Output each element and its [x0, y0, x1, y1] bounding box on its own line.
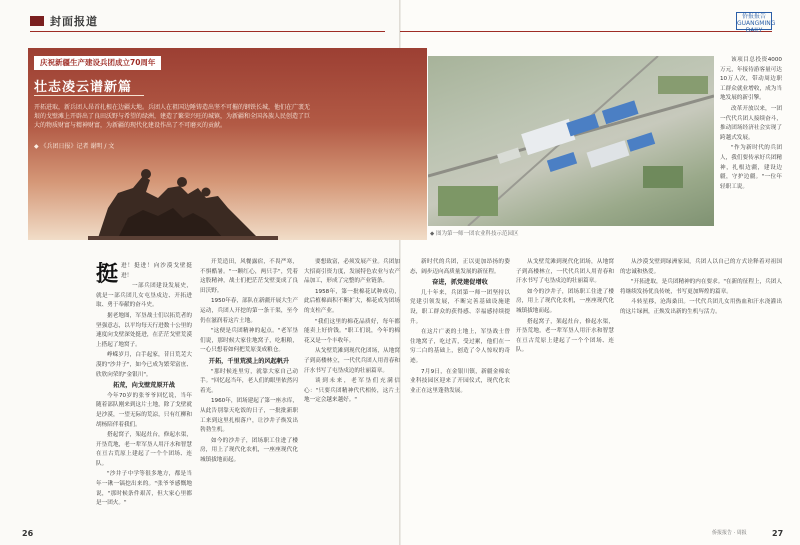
paragraph: "沙井子中学等很多地方，都是当年一锹一镐挖出来的。"张爷爷感慨地说，"那时候条件艰苦，但大家心里都是一团火。" — [96, 471, 192, 507]
article-column-1 — [96, 262, 192, 518]
paragraph: "我们这里的棉花品质好，每年都能卖上好价钱。"职工们说，今年的棉花又是一个丰收年。 — [304, 318, 400, 344]
page-number-right: 27 — [772, 529, 784, 538]
anniversary-tag: 庆祝新疆生产建设兵团成立70周年 — [34, 56, 161, 70]
paragraph: 从戈壁荒滩到现代化团场，从地窝子到高楼林立，一代代兵团人用青春和汗水书写了屯垦戍边的壮丽篇章。 — [304, 348, 400, 374]
paragraph: 开荒造田，风餐露宿，不畏严寒，不惧酷暑。"一颗红心，两只手"，凭着这股精神，战士们把茫茫戈壁变成了良田沃野。 — [200, 259, 298, 294]
article-column-4b — [516, 258, 614, 518]
hero-banner — [28, 48, 427, 240]
paragraph: 1960年，团场建起了第一座水库，从此告别靠天吃饭的日子，一批批新职工来到这里扎根落户，让沙井子焕发出勃勃生机。 — [200, 398, 298, 434]
article-byline: ◆ 《兵团日报》记者 谢明 / 文 — [34, 143, 115, 150]
bronze-sculpture-image — [88, 158, 288, 240]
footer-publication: 侨报报告 · 周报 — [712, 530, 747, 536]
paragraph: 要想致富，必须发展产业。兵团加大招商引资力度，发展特色农业与农产品加工，形成了完整的产业链条。 — [304, 259, 400, 285]
section-marker — [30, 16, 44, 26]
paragraph: 新时代的兵团，正以更加昂扬的姿态，阔步迈向高质量发展的新征程。 — [410, 259, 510, 275]
paragraph: 1958年，第一批棉花试种成功，此后植棉面积不断扩大，棉花成为团场的支柱产业。 — [304, 288, 400, 314]
paragraph: "开拓进取，是兵团精神的内在要求。"在新的征程上，兵团人将继续发扬优良传统，书写更加辉煌的篇章。 — [620, 279, 782, 295]
paragraph: "这便是兵团精神的起点。"老军垦们说，那时候大家住地窝子，吃粗粮，一心只想着如何把荒原变成粮仓。 — [200, 328, 298, 354]
paragraph: 搭起窝子，架起灶台，修起水渠，开垦荒地，老一辈军垦人用汗水和智慧在亘古荒原上建起了一个个团场、连队。 — [516, 318, 614, 354]
title-underline — [34, 95, 144, 96]
paragraph: 在这片广袤的土地上，军垦战士曾住地窝子，吃过苦，受过累，他们在一穷二白的基础上，创造了令人惊叹的奇迹。 — [410, 329, 510, 364]
drop-cap: 挺 — [96, 262, 119, 287]
section-subhead: 拓荒，向戈壁荒原开战 — [113, 382, 175, 390]
paragraph: 峥嵘岁月，白手起家，昔日荒芜大漠的"沙井子"，如今已成为繁荣富庶、欣欣向荣的"金银川"。 — [96, 352, 192, 378]
paragraph: 谈到未来，老军垦们充满信心："只要兵团精神代代相传，这片土地一定会越来越好。" — [304, 378, 400, 404]
paragraph: 该项目总投资4000万元，年接待游客量可达10万人次，带动周边职工群众就业增收，成为当地发展的新引擎。 — [720, 57, 782, 102]
article-column-2 — [200, 258, 298, 518]
section-subhead: 奋进，抓党建促增收 — [432, 279, 488, 287]
paragraph: 进！挺进！向沙漠戈壁挺进！ — [121, 263, 192, 279]
paragraph: 几十年来，兵团第一师一团坚持以党建引领发展，不断完善基础设施建设，职工群众的获得感、幸福感持续提升。 — [410, 289, 510, 325]
paragraph: 搭起窝子，架起灶台，修起水渠，开垦荒地，老一辈军垦人用汗水和智慧在亘古荒原上建起了一个个团场、连队。 — [96, 432, 192, 467]
paragraph: 一部兵团建设发展史，就是一部兵团儿女屯垦戍边、开拓进取、勇于奉献的奋斗史。 — [96, 283, 192, 309]
paragraph: "那时候连里穷，就靠大家自己动手。"回忆起当年，老人们的眼里依然闪着光。 — [200, 368, 298, 394]
section-title: 封面报道 — [50, 15, 98, 28]
article-title: 壮志凌云谱新篇 — [34, 80, 133, 95]
article-column-4 — [410, 258, 510, 518]
paragraph: 从沙漠戈壁到绿洲家园，兵团人以自己的方式诠释着对祖国的忠诚和热爱。 — [620, 259, 782, 275]
page-number-left: 26 — [22, 529, 34, 538]
photo-caption: ◆ 图为第一师一团农业科技示范园区 — [430, 231, 519, 237]
paragraph: 据老地图，军垦战士们以拓荒者的坚强意志，以平均每天行进数十公里的速度向戈壁深处挺进，在茫茫戈壁荒漠上搭起了地窝子。 — [96, 312, 192, 348]
paragraph: 7月9日，在金银川镇，新疆金棉农业科技园区迎来了开园仪式，现代化农业正在这里蓬勃发展。 — [410, 368, 510, 394]
paragraph: "作为新时代的兵团人，我们要传承好兵团精神，扎根边疆，建设边疆，守护边疆。"一位年轻职工说。 — [720, 145, 782, 190]
paragraph: 改革开放以来，一团一代代兵团人接续奋斗，推动团场经济社会实现了跨越式发展。 — [720, 105, 782, 141]
header-rule-right — [400, 31, 772, 32]
paragraph: 如今的沙井子，团场职工住进了楼房，用上了现代化农机，一座座现代化城镇拔地而起。 — [516, 288, 614, 314]
paragraph: 如今的沙井子，团场职工住进了楼房，用上了现代化农机，一座座现代化城镇拔地而起。 — [200, 437, 298, 463]
article-column-5-top — [720, 56, 782, 256]
header-rule-left — [30, 31, 385, 32]
magazine-logo: 侨报报告 GUANGMING DAILY — [737, 13, 776, 34]
paragraph: 斗转星移，沧海桑田。一代代兵团儿女用热血和汗水浇灌出的这片绿洲，正焕发出新的生机与活力。 — [620, 299, 782, 315]
paragraph: 1950年春，部队在新疆开展大生产运动，兵团人开挖的第一条干渠，至今仍在滋润着这片土地。 — [200, 298, 298, 324]
article-lead: 开拓进取，新兵团人昂首扎根在边疆大地。兵团人在祖国边陲铸造出坚不可摧的钢铁长城，他们在广袤无垠的戈壁滩上开辟出了良田沃野与希望的绿洲，建造了繁荣兴旺的城镇，为新疆和全国各族人民创造了巨大的物质财富与精神财富，为新疆的现代化建设作出了不可磨灭的贡献。 — [34, 104, 311, 129]
article-column-5-bottom — [620, 258, 782, 518]
section-subhead: 开拓，千里荒漠上的风起帆升 — [208, 357, 290, 365]
article-column-3 — [304, 258, 400, 518]
aerial-town-photo — [428, 56, 714, 226]
paragraph: 从戈壁荒滩到现代化团场，从地窝子到高楼林立，一代代兵团人用青春和汗水书写了屯垦戍边的壮丽篇章。 — [516, 259, 614, 285]
paragraph: 今年70岁的张爷爷回忆说，当年随着部队刚来到这片土地，除了戈壁就是沙漠，一望无际的荒凉，只有红柳和胡杨陪伴着我们。 — [96, 392, 192, 428]
